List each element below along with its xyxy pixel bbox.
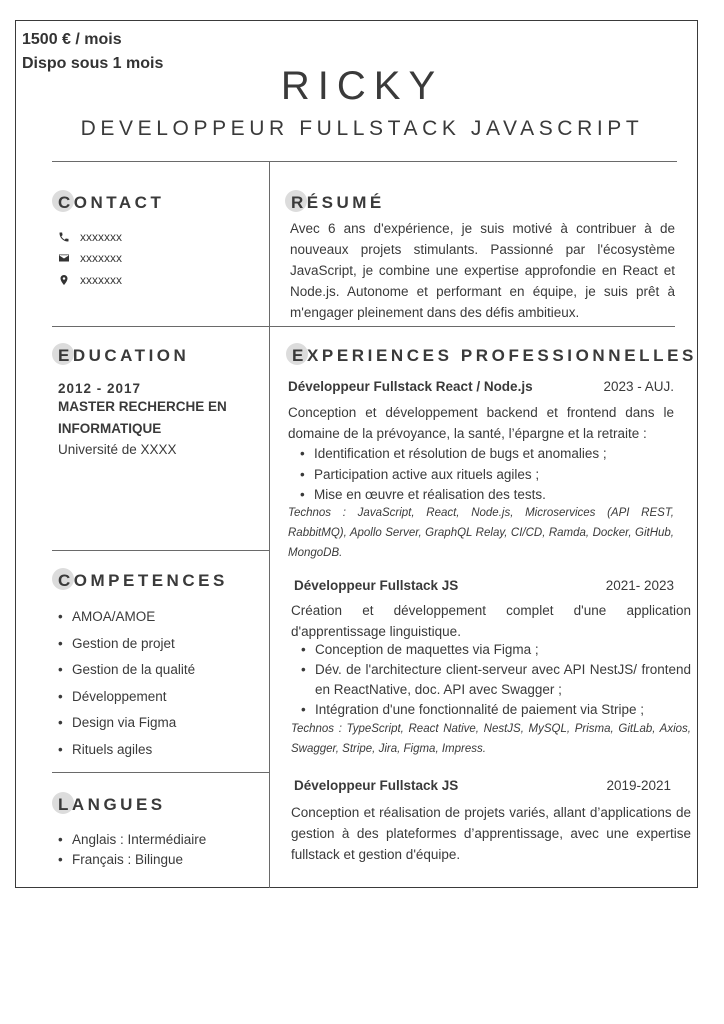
candidate-name: RICKY — [280, 64, 444, 108]
contact-address-row — [58, 273, 122, 287]
contact-email-row — [58, 251, 122, 265]
job-header — [294, 578, 674, 593]
education-years: 2012 - 2017 — [58, 381, 142, 396]
contact-phone: xxxxxxx — [80, 230, 122, 244]
job-dates: 2019-2021 — [606, 778, 671, 793]
competence-item: • AMOA/AMOE — [54, 604, 195, 631]
education-section-header — [58, 346, 189, 366]
contact-heading: CONTACT — [58, 193, 165, 212]
resume-section-header — [291, 193, 385, 213]
job-tasks — [297, 640, 691, 720]
divider-education — [52, 550, 269, 551]
langues-list — [54, 830, 206, 870]
job-header — [288, 379, 674, 394]
email-icon — [58, 252, 70, 264]
job-description: Création et développement complet d'une application d'apprentissage linguistique. — [291, 603, 691, 639]
contact-email: xxxxxxx — [80, 251, 122, 265]
education-heading: EDUCATION — [58, 346, 190, 365]
job-task: • Conception de maquettes via Figma ; — [297, 640, 691, 660]
location-pin-icon — [58, 274, 70, 286]
competences-section-header — [58, 571, 228, 591]
competence-item: • Gestion de la qualité — [54, 657, 195, 684]
experiences-heading: EXPERIENCES PROFESSIONNELLES — [292, 346, 697, 365]
contact-section-header — [58, 193, 164, 213]
phone-icon — [58, 231, 70, 243]
job-task: • Mise en œuvre et réalisation des tests. — [296, 485, 676, 506]
langue-item: • Anglais : Intermédiaire — [54, 830, 206, 850]
education-degree-line1: MASTER RECHERCHE EN — [58, 399, 227, 414]
job-title: DEVELOPPEUR FULLSTACK JAVASCRIPT — [80, 117, 644, 140]
competence-item: • Gestion de projet — [54, 631, 195, 658]
competences-list — [54, 604, 195, 763]
resume-text: Avec 6 ans d'expérience, je suis motivé à contribuer à de nouveaux projets stimulants. Passionné par l'écosystème JavaScript, je combine une expertise approfondie en React et Node.js. Autonome et performant en équipe, je suis prêt à m'engager pleinement dans des défis ambitieux. — [290, 221, 675, 320]
langues-heading: LANGUES — [58, 795, 166, 814]
education-degree-line2: INFORMATIQUE — [58, 421, 162, 436]
resume-heading: RÉSUMÉ — [291, 193, 385, 212]
langue-item: • Français : Bilingue — [54, 850, 206, 870]
job-task: • Intégration d'une fonctionnalité de paiement via Stripe ; — [297, 700, 691, 720]
contact-address: xxxxxxx — [80, 273, 122, 287]
competence-item: • Design via Figma — [54, 710, 195, 737]
job-techs: Technos : TypeScript, React Native, NestJS, MySQL, Prisma, GitLab, Axios, Swagger, Stripe, Jira, Figma, Impress. — [291, 723, 691, 755]
job-title: Développeur Fullstack JS — [294, 778, 459, 793]
column-divider — [269, 161, 270, 888]
education-school: Université de XXXX — [58, 442, 177, 457]
contact-phone-row — [58, 230, 122, 244]
availability: Dispo sous 1 mois — [22, 55, 164, 72]
job-header — [294, 778, 671, 793]
job-techs: Technos : JavaScript, React, Node.js, Microservices (API REST, RabbitMQ), Apollo Server, GraphQL Relay, CI/CD, Ramda, Docker, GitHub, MongoDB. — [288, 507, 674, 559]
experiences-section-header — [292, 346, 697, 366]
job-dates: 2023 - AUJ. — [603, 379, 674, 394]
competence-item: • Développement — [54, 684, 195, 711]
job-tasks — [296, 444, 676, 506]
job-task: • Identification et résolution de bugs et anomalies ; — [296, 444, 676, 465]
competences-heading: COMPETENCES — [58, 571, 228, 590]
langues-section-header — [58, 795, 166, 815]
job-description: Conception et développement backend et frontend dans le domaine de la prévoyance, la santé, l’épargne et la retraite : — [288, 405, 674, 441]
job-title: Développeur Fullstack React / Node.js — [288, 379, 533, 394]
rate: 1500 € / mois — [22, 31, 122, 48]
header-divider — [52, 161, 677, 162]
job-task: • Participation active aux rituels agiles ; — [296, 465, 676, 486]
divider-contact — [52, 326, 675, 327]
job-description: Conception et réalisation de projets variés, allant d’applications de gestion à des plateformes d’apprentissage, avec une expertise fullstack et gestion d'équipe. — [291, 805, 691, 862]
job-title: Développeur Fullstack JS — [294, 578, 459, 593]
job-task: • Dév. de l'architecture client-serveur avec API NestJS/ frontend en ReactNative, doc. API avec Swagger ; — [297, 660, 691, 700]
competence-item: • Rituels agiles — [54, 737, 195, 764]
job-dates: 2021- 2023 — [605, 578, 674, 593]
divider-competences — [52, 772, 269, 773]
